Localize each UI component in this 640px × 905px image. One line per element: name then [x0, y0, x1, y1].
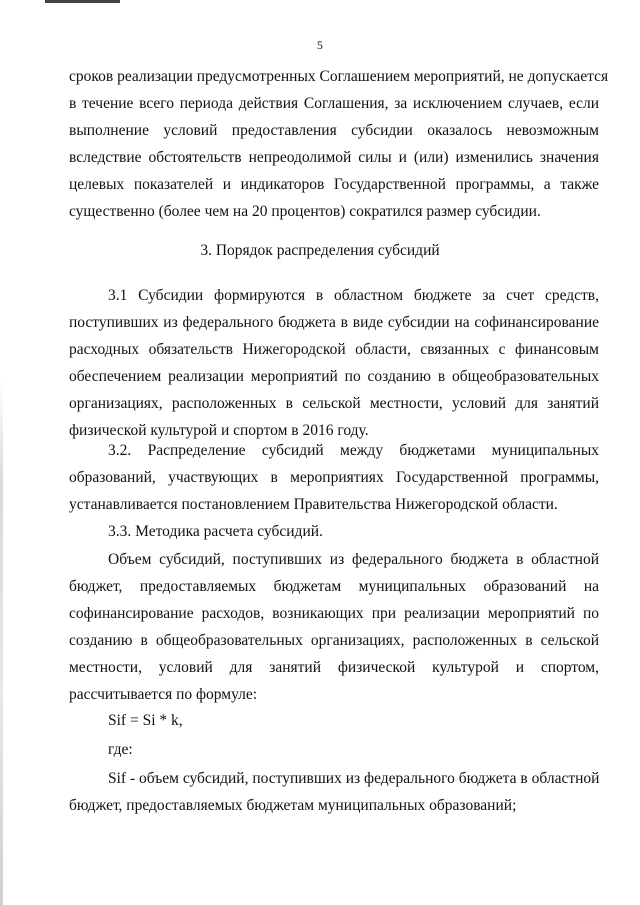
paragraph-line: рассчитывается по формуле: [69, 686, 258, 703]
paragraph-line: бюджет, предоставляемых бюджетам муниципальных образований на [69, 578, 599, 595]
paragraph-line: местности, условий для занятий физической культурой и спортом, [69, 659, 599, 676]
paragraph-line: организациях, расположенных в сельской местности, условий для занятий [69, 395, 599, 412]
paragraph-line: созданию в общеобразовательных организациях, расположенных в сельской [69, 632, 599, 649]
subsection-heading: 3.3. Методика расчета субсидий. [108, 523, 323, 540]
paragraph-line: 3.2. Распределение субсидий между бюджетами муниципальных [108, 442, 599, 459]
top-rule [45, 0, 120, 3]
scan-edge [0, 380, 3, 905]
paragraph-line: устанавливается постановлением Правительства Нижегородской области. [69, 496, 558, 513]
paragraph-line: обеспечением реализации мероприятий по созданию в общеобразовательных [69, 368, 599, 385]
page-number: 5 [316, 38, 324, 52]
section-title: 3. Порядок распределения субсидий [200, 242, 440, 259]
paragraph-line: Sif - объем субсидий, поступивших из федерального бюджета в областной [108, 770, 600, 787]
paragraph-line: вследствие обстоятельств непреодолимой силы и (или) изменились значения [69, 149, 599, 166]
paragraph-line: физической культурой и спортом в 2016 году. [69, 422, 369, 439]
paragraph-line: в течение всего периода действия Соглашения, за исключением случаев, если [69, 95, 599, 112]
paragraph-line: поступивших из федерального бюджета в виде субсидии на софинансирование [69, 314, 599, 331]
formula: Sif = Si * k, [108, 712, 183, 729]
paragraph-line: существенно (более чем на 20 процентов) сократился размер субсидии. [69, 203, 541, 220]
paragraph-line: выполнение условий предоставления субсидии оказалось невозможным [69, 122, 599, 139]
paragraph-line: сроков реализации предусмотренных Соглашением мероприятий, не допускается [69, 68, 609, 85]
paragraph-line: целевых показателей и индикаторов Государственной программы, а также [69, 176, 599, 193]
where-label: где: [108, 741, 133, 758]
paragraph-line: Объем субсидий, поступивших из федерального бюджета в областной [108, 551, 599, 568]
paragraph-line: расходных обязательств Нижегородской области, связанных с финансовым [69, 341, 599, 358]
paragraph-line: софинансирование расходов, возникающих при реализации мероприятий по [69, 605, 599, 622]
paragraph-line: бюджет, предоставляемых бюджетам муниципальных образований; [69, 797, 517, 814]
paragraph-line: образований, участвующих в мероприятиях Государственной программы, [69, 469, 599, 486]
paragraph-line: 3.1 Субсидии формируются в областном бюджете за счет средств, [108, 287, 599, 304]
